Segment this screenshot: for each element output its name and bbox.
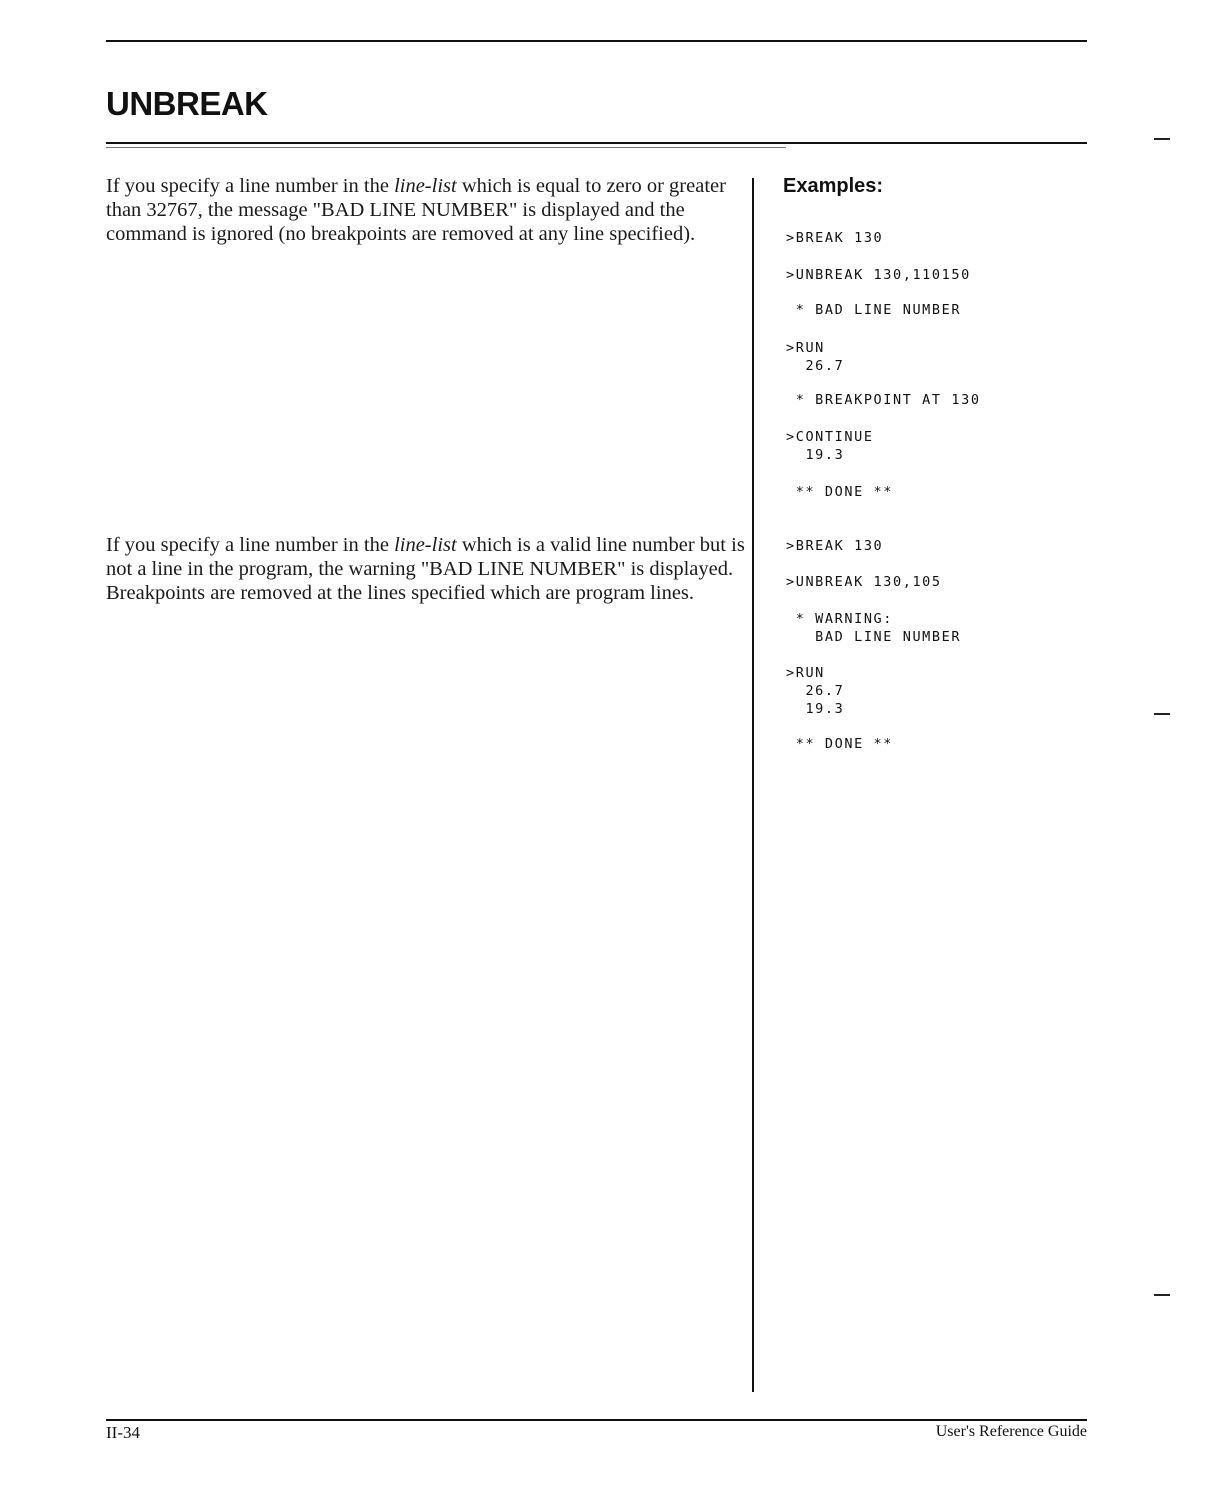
page-title: UNBREAK: [106, 85, 268, 122]
example2-line-warning: * WARNING: BAD LINE NUMBER: [795, 611, 962, 645]
margin-mark: [1154, 713, 1170, 715]
para2-term: line-list: [394, 534, 457, 556]
example-line-error: * BAD LINE NUMBER: [786, 302, 962, 318]
example-line-break: >BREAK 130: [786, 230, 884, 246]
paragraph-bad-line-number: [106, 174, 746, 247]
para2-text-after: which is a valid line number but is not a line in the program, the warning "BAD LINE NUMBER" is displayed. Breakpoints are removed at the lines specified which are program lines.: [106, 534, 745, 605]
example2-line-break: >BREAK 130: [786, 538, 884, 554]
example-line-done: ** DONE **: [786, 484, 894, 500]
example-line-continue: >CONTINUE 19.3: [786, 429, 874, 463]
title-rule: [106, 142, 1087, 144]
paragraph-warning: [106, 533, 746, 606]
margin-mark: [1154, 138, 1170, 140]
example-line-breakpoint: * BREAKPOINT AT 130: [786, 392, 981, 408]
margin-mark: [1154, 1294, 1170, 1296]
title-rule-shadow: [106, 147, 786, 148]
example-line-unbreak: >UNBREAK 130,110150: [786, 267, 971, 283]
example2-line-run: >RUN 26.7 19.3: [786, 665, 845, 717]
para1-text-before: If you specify a line number in the: [106, 175, 395, 197]
top-rule: [106, 40, 1087, 42]
para1-text-after: which is equal to zero or greater than 32767, the message "BAD LINE NUMBER" is displayed and the command is ignored (no breakpoints are removed at any line specified).: [106, 175, 726, 246]
example2-line-done: ** DONE **: [786, 736, 894, 752]
footer-title: User's Reference Guide: [935, 1423, 1087, 1440]
example-line-run: >RUN 26.7: [786, 340, 845, 374]
para2-text-before: If you specify a line number in the: [106, 534, 395, 556]
column-divider: [752, 178, 754, 1392]
page-number: II-34: [106, 1423, 140, 1442]
example2-line-unbreak: >UNBREAK 130,105: [786, 574, 942, 590]
bottom-rule: [106, 1419, 1087, 1421]
para1-term: line-list: [394, 175, 457, 197]
examples-heading: Examples:: [783, 175, 884, 197]
